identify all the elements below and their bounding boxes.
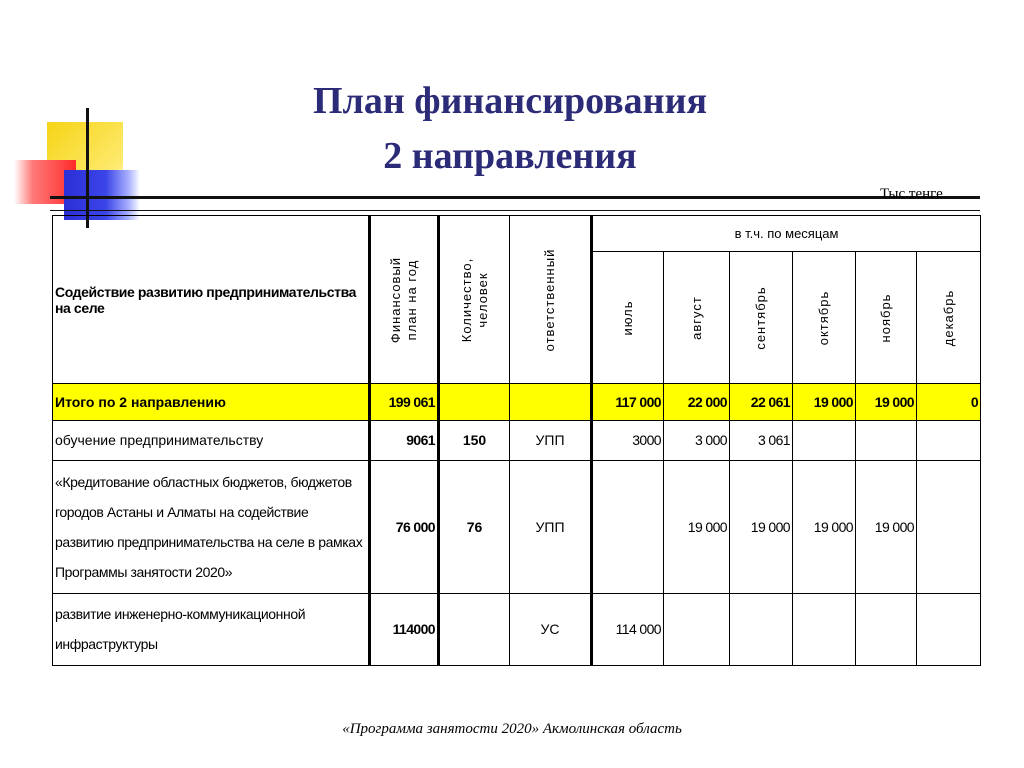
header-month-sep xyxy=(730,252,793,384)
header-main-label: Содействие развитию предпринимательства на селе xyxy=(55,283,356,316)
row-month-nov: 19 000 xyxy=(856,460,917,593)
row-month-aug: 22 000 xyxy=(664,384,730,421)
header-responsible-label: ответственный xyxy=(542,248,557,352)
row-name: развитие инженерно-коммуникационной инфраструктуры xyxy=(53,593,370,665)
header-count-cell xyxy=(439,216,510,384)
row-month-sep xyxy=(730,593,793,665)
row-month-oct xyxy=(793,421,856,460)
row-month-aug: 3 000 xyxy=(664,421,730,460)
title-divider-thick xyxy=(50,196,980,199)
table-row xyxy=(53,593,981,665)
header-plan-cell xyxy=(370,216,439,384)
row-name: Итого по 2 направлению xyxy=(53,384,370,421)
title-divider-thin xyxy=(50,210,980,211)
month-label: август xyxy=(688,295,704,340)
row-resp xyxy=(510,384,592,421)
row-month-oct xyxy=(793,593,856,665)
row-resp: УС xyxy=(510,593,592,665)
financing-table xyxy=(52,215,981,666)
header-count-label: Количество, человек xyxy=(458,257,490,342)
row-month-oct: 19 000 xyxy=(793,384,856,421)
row-month-dec: 0 xyxy=(917,384,981,421)
row-month-sep: 3 061 xyxy=(730,421,793,460)
row-month-sep: 22 061 xyxy=(730,384,793,421)
header-main-cell xyxy=(53,216,370,384)
header-month-jul xyxy=(592,252,664,384)
row-month-jul: 117 000 xyxy=(592,384,664,421)
row-plan: 114000 xyxy=(370,593,439,665)
row-month-dec xyxy=(917,593,981,665)
row-month-jul: 114 000 xyxy=(592,593,664,665)
page-title-line1: План финансирования xyxy=(312,80,708,122)
month-label: декабрь xyxy=(940,289,956,346)
row-month-jul: 3000 xyxy=(592,421,664,460)
table-row xyxy=(53,421,981,460)
row-plan: 199 061 xyxy=(370,384,439,421)
header-plan-label: Финансовый план на год xyxy=(388,256,419,343)
currency-unit-label: Тыс.тенге xyxy=(880,186,943,202)
header-month-aug xyxy=(664,252,730,384)
row-name: обучение предпринимательству xyxy=(53,421,370,460)
row-month-dec xyxy=(917,460,981,593)
table-row xyxy=(53,460,981,593)
header-responsible-cell xyxy=(510,216,592,384)
footer-caption: «Программа занятости 2020» Акмолинская область xyxy=(342,721,682,737)
row-month-aug xyxy=(664,593,730,665)
row-plan: 76 000 xyxy=(370,460,439,593)
logo-blue-square xyxy=(64,170,140,220)
month-label: июль xyxy=(620,300,635,336)
row-month-jul xyxy=(592,460,664,593)
month-label: сентябрь xyxy=(753,286,768,350)
header-month-dec xyxy=(917,252,981,384)
month-label: октябрь xyxy=(816,290,831,345)
row-plan: 9061 xyxy=(370,421,439,460)
header-month-oct xyxy=(793,252,856,384)
row-count: 76 xyxy=(439,460,510,593)
row-resp: УПП xyxy=(510,460,592,593)
header-months-group: в т.ч. по месяцам xyxy=(592,216,981,252)
row-month-oct: 19 000 xyxy=(793,460,856,593)
row-count xyxy=(439,593,510,665)
row-resp: УПП xyxy=(510,421,592,460)
month-label: ноябрь xyxy=(878,293,893,343)
row-month-nov xyxy=(856,421,917,460)
row-count xyxy=(439,384,510,421)
row-month-aug: 19 000 xyxy=(664,460,730,593)
table-row-total xyxy=(53,384,981,421)
row-month-dec xyxy=(917,421,981,460)
row-count: 150 xyxy=(439,421,510,460)
row-month-nov: 19 000 xyxy=(856,384,917,421)
header-month-nov xyxy=(856,252,917,384)
row-month-sep: 19 000 xyxy=(730,460,793,593)
row-name: «Кредитование областных бюджетов, бюджетов городов Астаны и Алматы на содействие развитию предпринимательства на селе в рамках Программы занятости 2020» xyxy=(53,460,370,593)
row-month-nov xyxy=(856,593,917,665)
page-title-line2: 2 направления xyxy=(383,135,637,177)
